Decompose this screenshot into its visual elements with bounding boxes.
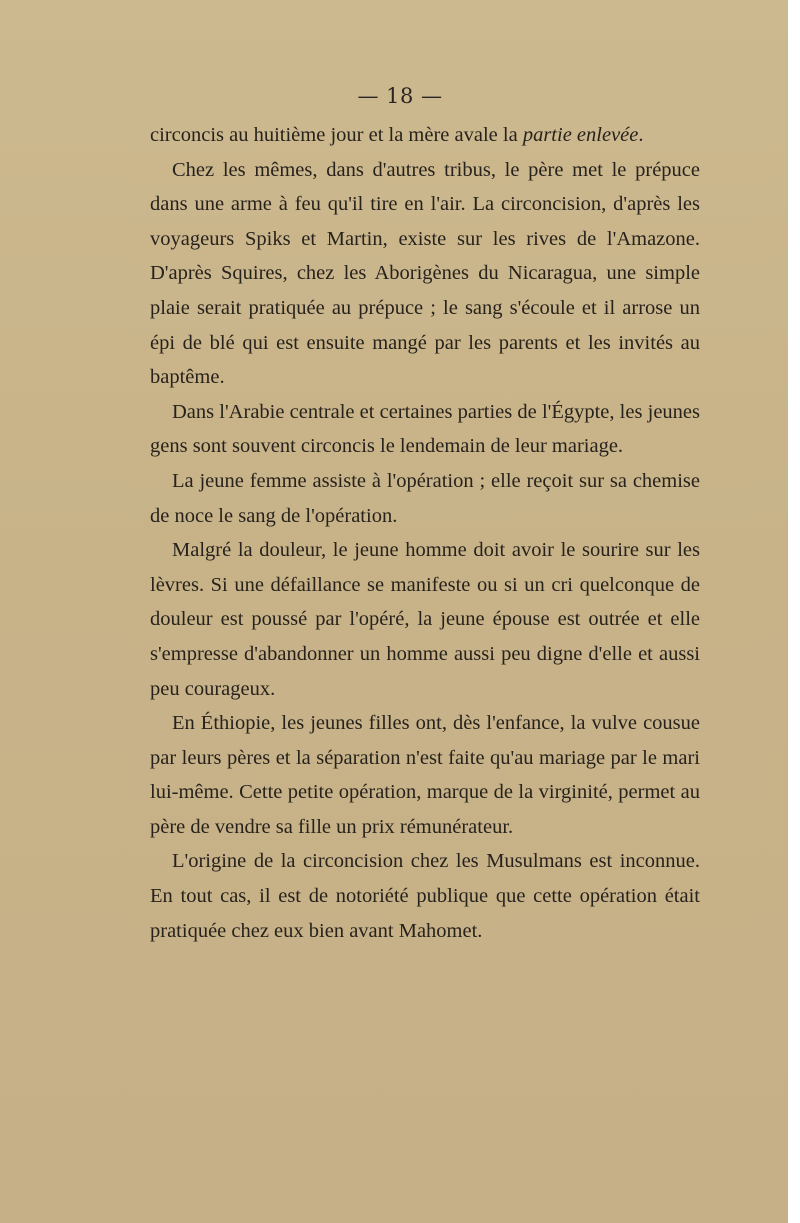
- paragraph: Dans l'Arabie centrale et certaines parties de l'Égypte, les jeunes gens sont souvent circoncis le lendemain de leur mariage.: [150, 400, 700, 458]
- paragraph: En Éthiopie, les jeunes filles ont, dès l'enfance, la vulve cousue par leurs pères et la séparation n'est faite qu'au mariage par le mari lui-même. Cette petite opération, marque de la virginité, permet au père de vendre sa fille un prix rémunérateur.: [150, 712, 700, 838]
- body-text: [150, 118, 700, 948]
- paragraph: Chez les mêmes, dans d'autres tribus, le père met le prépuce dans une arme à feu qu'il tire en l'air. La circoncision, d'après les voyageurs Spiks et Martin, existe sur les rives de l'Amazone. D'après Squires, chez les Aborigènes du Nicaragua, une simple plaie serait pratiquée au prépuce ; le sang s'écoule et il arrose un épi de blé qui est ensuite mangé par les parents et les invités au baptême.: [150, 158, 700, 389]
- italic-phrase: partie enlevée: [522, 124, 639, 146]
- paragraph: La jeune femme assiste à l'opération ; elle reçoit sur sa chemise de noce le sang de l'opération.: [150, 469, 700, 527]
- paragraph-continuation: [150, 118, 700, 153]
- paragraph: Malgré la douleur, le jeune homme doit avoir le sourire sur les lèvres. Si une défaillance se manifeste ou si un cri quelconque de douleur est poussé par l'opéré, la jeune épouse est outrée et elle s'empresse d'abandonner un homme aussi peu digne d'elle et aussi peu courageux.: [150, 539, 700, 700]
- page-edge: [788, 0, 800, 1223]
- page-number: — 18 —: [357, 84, 443, 108]
- paragraph: L'origine de la circoncision chez les Musulmans est inconnue. En tout cas, il est de notoriété publique que cette opération était pratiquée chez eux bien avant Mahomet.: [150, 850, 700, 942]
- paragraph-tail: .: [638, 124, 644, 146]
- paragraph-lead: circoncis au huitième jour et la mère avale la: [150, 124, 523, 146]
